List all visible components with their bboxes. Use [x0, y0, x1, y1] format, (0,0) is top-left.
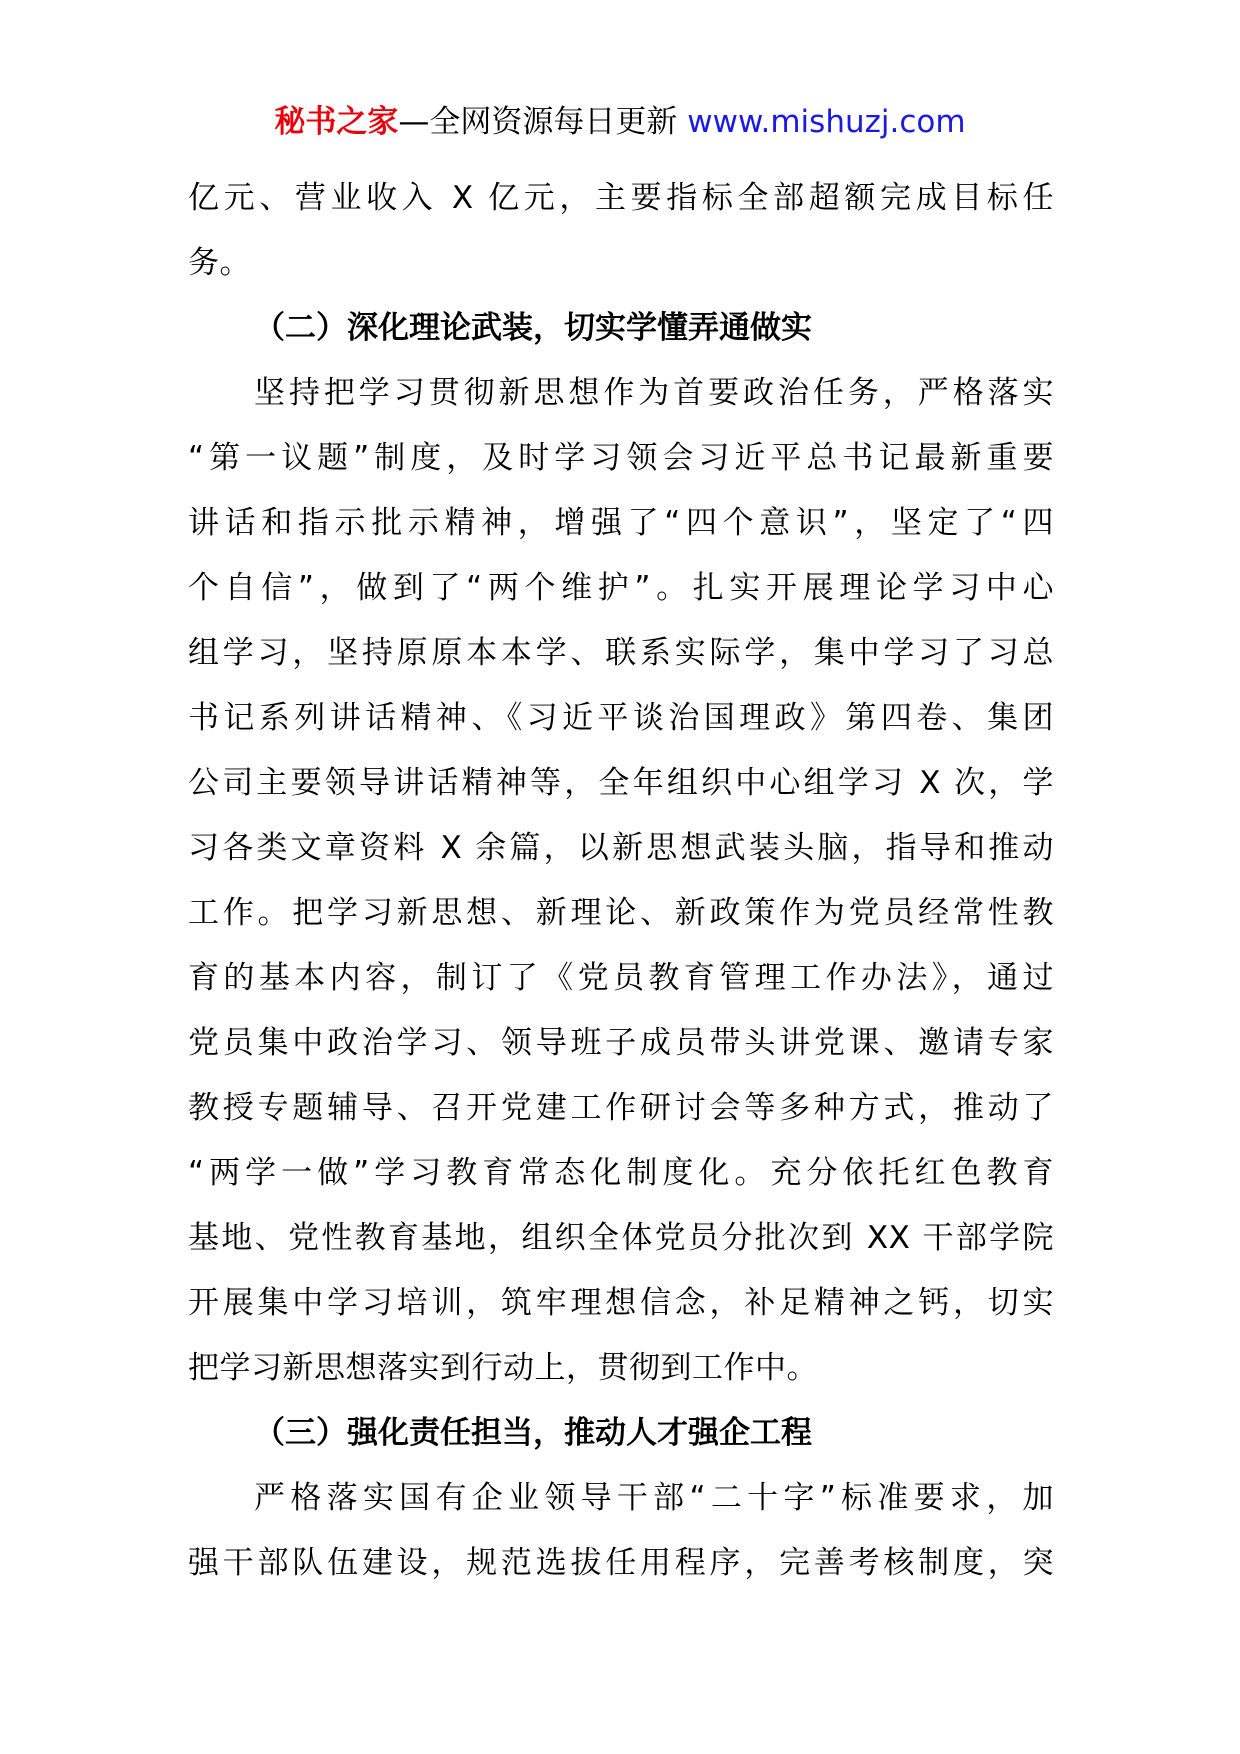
paragraph-line: 务。: [188, 245, 251, 281]
site-header: [0, 100, 1240, 144]
paragraph-line: “第一议题”制度，及时学习领会习近平总书记最新重要: [188, 440, 1054, 476]
paragraph-line: 严格落实国有企业领导干部“二十字”标准要求，加: [254, 1480, 1054, 1516]
paragraph-line: 党员集中政治学习、领导班子成员带头讲党课、邀请专家: [188, 1025, 1054, 1061]
paragraph-line: 教授专题辅导、召开党建工作研讨会等多种方式，推动了: [188, 1090, 1054, 1126]
paragraph-line: 习各类文章资料 X 余篇，以新思想武装头脑，指导和推动: [188, 830, 1054, 866]
section-heading: （三）强化责任担当，推动人才强企工程: [254, 1415, 812, 1451]
paragraph-line: 公司主要领导讲话精神等，全年组织中心组学习 X 次，学: [188, 765, 1054, 801]
site-brand: 秘书之家: [274, 104, 399, 140]
paragraph-line: 个自信”，做到了“两个维护”。扎实开展理论学习中心: [188, 570, 1054, 606]
section-heading: （二）深化理论武装，切实学懂弄通做实: [254, 310, 812, 346]
paragraph-line: 强干部队伍建设，规范选拔任用程序，完善考核制度，突: [188, 1545, 1054, 1581]
document-body: [188, 166, 1054, 1596]
paragraph-line: 讲话和指示批示精神，增强了“四个意识”，坚定了“四: [188, 505, 1054, 541]
paragraph-line: 书记系列讲话精神、《习近平谈治国理政》第四卷、集团: [188, 700, 1054, 736]
paragraph-line: 坚持把学习贯彻新思想作为首要政治任务，严格落实: [254, 375, 1054, 411]
paragraph-line: 组学习，坚持原原本本学、联系实际学，集中学习了习总: [188, 635, 1054, 671]
site-tagline: —全网资源每日更新: [398, 104, 688, 140]
paragraph-line: 亿元、营业收入 X 亿元，主要指标全部超额完成目标任: [188, 180, 1054, 216]
paragraph-line: 把学习新思想落实到行动上，贯彻到工作中。: [188, 1350, 818, 1386]
paragraph-line: 工作。把学习新思想、新理论、新政策作为党员经常性教: [188, 895, 1054, 931]
paragraph-line: “两学一做”学习教育常态化制度化。充分依托红色教育: [188, 1155, 1054, 1191]
paragraph-line: 育的基本内容，制订了《党员教育管理工作办法》，通过: [188, 960, 1054, 996]
paragraph-line: 基地、党性教育基地，组织全体党员分批次到 XX 干部学院: [188, 1220, 1054, 1256]
site-url[interactable]: www.mishuzj.com: [687, 104, 966, 140]
paragraph-line: 开展集中学习培训，筑牢理想信念，补足精神之钙，切实: [188, 1285, 1054, 1321]
